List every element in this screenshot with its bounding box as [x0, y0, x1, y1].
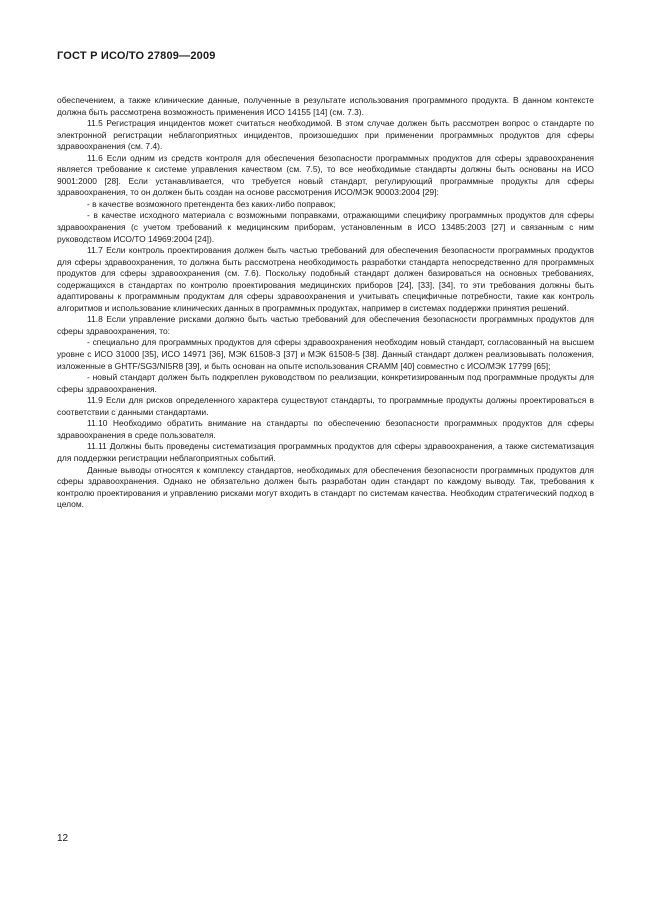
paragraph: 11.11 Должны быть проведены систематизация программных продуктов для сферы здравоохранения, а также систематизация для поддержки регистрации неблагоприятных событий.: [57, 441, 594, 463]
paragraph: - в качестве возможного претендента без каких-либо поправок;: [87, 198, 336, 209]
paragraph: - в качестве исходного материала с возможными поправками, отражающими специфику программных продуктов для сферы здравоохранения (с учетом требований к медицинским приборам, установленным в ИСО 13485:2003 [27] и связанным с ним руководством ИСО/ТО 14969:2004 [24]).: [57, 210, 594, 244]
page-header: ГОСТ Р ИСО/ТО 27809—2009: [57, 50, 216, 62]
paragraph: - новый стандарт должен быть подкреплен руководством по реализации, конкретизированным под программные продукты для сферы здравоохранения.: [57, 372, 594, 394]
paragraph: обеспечением, а также клинические данные, полученные в результате использования программного продукта. В данном контексте должна быть рассмотрена возможность применения ИСО 14155 [14] (см. 7.3).: [57, 95, 594, 117]
paragraph: 11.7 Если контроль проектирования должен быть частью требований для обеспечения безопасности программных продуктов для сферы здравоохранения, то должна быть рассмотрена необходимость разработки стандарта непосредственно для программных продуктов для сферы здравоохранения (см. 7.6). Поскольку подобный стандарт должен базироваться на основных требованиях, содержащихся в стандартах по контролю проектирования медицинских приборов [24], [33], [34], то эти требования должны быть адаптированы к программным продуктам для сферы здравоохранения и учитывать специфичные потребности, такие как контроль алгоритмов и использование клинических данных в программных продуктах, например в системах поддержки принятия решений.: [57, 245, 594, 313]
paragraph: - специально для программных продуктов для сферы здравоохранения необходим новый стандарт, согласованный на высшем уровне с ИСО 31000 [35], ИСО 14971 [36], МЭК 61508-3 [37] и МЭК 61508-5 [38]. Данный стандарт должен реализовывать положения, изложенные в GHTF/SG3/NI5R8 [39], и быть основан на опыте использования CRAMM [40] совместно с ИСО/МЭК 17799 [65];: [57, 337, 594, 371]
paragraph: 11.9 Если для рисков определенного характера существуют стандарты, то программные продукты должны проектироваться в соответствии с данными стандартами.: [57, 395, 594, 417]
document-body: [57, 95, 594, 511]
paragraph: 11.6 Если одним из средств контроля для обеспечения безопасности программных продуктов для сферы здравоохранения является требование к системе управления качеством (см. 7.5), то все необходимые стандарты должны быть основаны на ИСО 9001:2000 [28]. Если устанавливается, что требуется новый стандарт, регулирующий программные продукты для сферы здравоохранения, то он должен быть создан на основе рассмотрения ИСО/МЭК 90003:2004 [29]:: [57, 152, 594, 198]
paragraph: 11.5 Регистрация инцидентов может считаться необходимой. В этом случае должен быть рассмотрен вопрос о стандарте по электронной регистрации неблагоприятных инцидентов, произошедших при применении программных продуктов для сферы здравоохранения (см. 7.4).: [57, 118, 594, 152]
page-number: 12: [57, 833, 69, 844]
paragraph: 11.8 Если управление рисками должно быть частью требований для обеспечения безопасности программных продуктов для сферы здравоохранения, то:: [57, 314, 594, 336]
paragraph: 11.10 Необходимо обратить внимание на стандарты по обеспечению безопасности программных продуктов для сферы здравоохранения в среде пользователя.: [57, 418, 594, 440]
paragraph: Данные выводы относятся к комплексу стандартов, необходимых для обеспечения безопасности программных продуктов для сферы здравоохранения. Однако не обязательно должен быть разработан один стандарт по каждому выводу. Так, требования к контролю проектирования и управлению рисками могут входить в стандарт по системам качества. Необходим стратегический подход в целом.: [57, 464, 594, 510]
